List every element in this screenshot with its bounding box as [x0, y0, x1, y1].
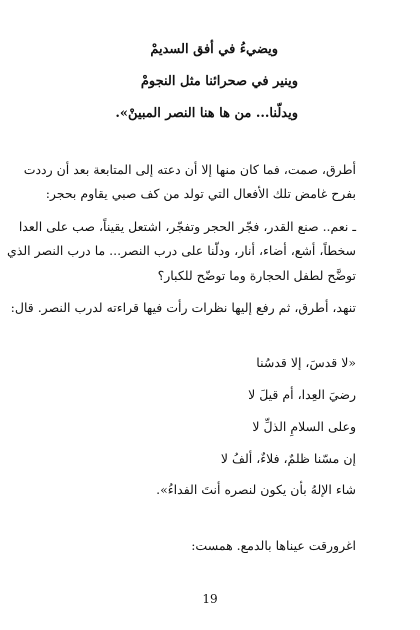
paragraph-line: أطرق، صمت، فما كان منها إلا أن دعته إلى المتابعة بعد أن رددت	[23, 162, 356, 177]
opening-verse: وينير في صحرائنا مثل النجومْ	[140, 74, 298, 89]
page-number: 19	[202, 592, 218, 606]
paragraph-line: ـ نعم.. صنع القدر، فجّر الحجر وتفجّر، اشتعل يقيناً، صب على العدا	[18, 219, 356, 234]
paragraph-line: تنهد، أطرق، ثم رفع إليها نظرات رأت فيها قراءته لدرب النصر. قال:	[10, 300, 356, 315]
opening-verse: ويدلّنا... من ها هنا النصر المبينْ».	[115, 106, 298, 121]
paragraph-line: اغرورقت عيناها بالدمع. همست:	[191, 538, 356, 553]
poem-line: وعلى السلامِ الذلِّ لا	[252, 419, 356, 434]
opening-verse: ويضيءُ في أفق السديمْ	[150, 42, 278, 57]
poem-line: إن مسّنا ظلمٌ، فلاءٌ، ألفُ لا	[220, 451, 356, 466]
paragraph-line: سخطاً، أشع، أضاء، أنار، ودلّنا على درب النصر... ما درب النصر الذي	[7, 243, 356, 258]
poem-line: شاء الإلهُ بأن يكون لنصره أنتَ الفداءُ».	[156, 482, 356, 497]
paragraph-line: بفرح غامض تلك الأفعال التي تولد من كف صبي يقاوم بحجر:	[45, 186, 356, 201]
paragraph-line: توضَّح لطفل الحجارة وما توضّح للكبار؟	[157, 268, 356, 283]
poem-line: «لا قدسَ، إلا قدسُنا	[256, 355, 356, 370]
poem-line: رضيَ العِدا، أم قيلَ لا	[248, 387, 356, 402]
